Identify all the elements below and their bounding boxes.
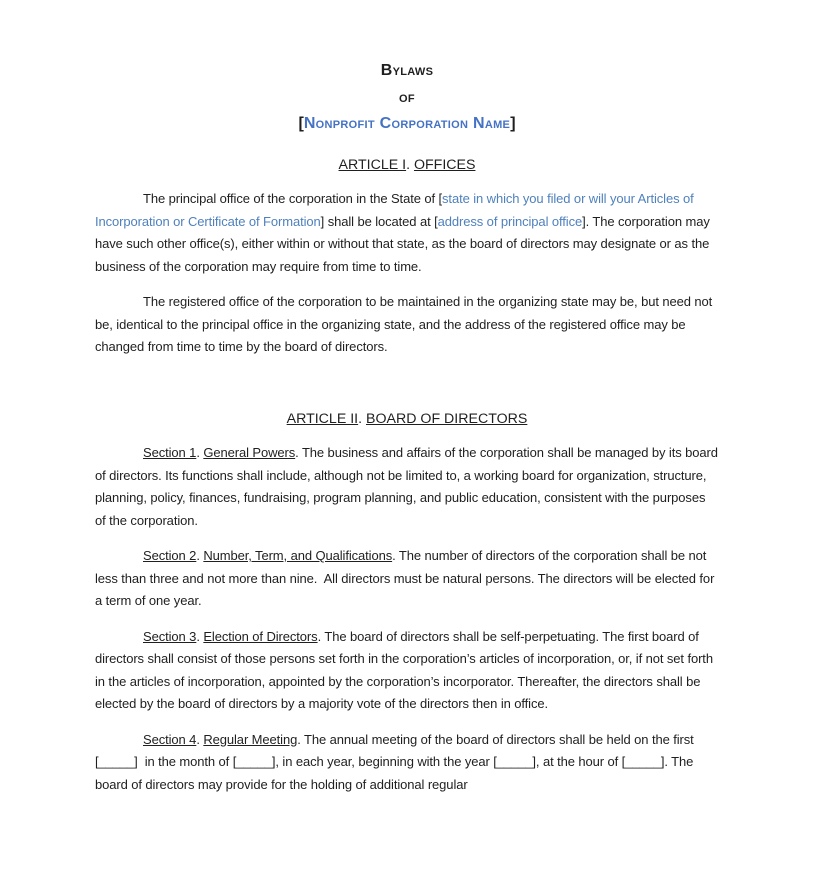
text-run: . The board of directors shall be self-perpetuating. The first board of directors shall consist of those persons set forth in the corporation’s articles of incorporation, or, if not set forth in the articles of incorporation, appointed by the corporation’s incorporator. Thereafter, the directors shall be elected by the board of directors by a majority vote of the directors then in office. bbox=[95, 628, 717, 711]
article-1-separator: . bbox=[406, 156, 414, 173]
title-of-text: of bbox=[399, 88, 415, 106]
text-run: Election of Directors bbox=[203, 628, 318, 644]
placeholder-text-run: state in which you filed or will your Articles of Incorporation or Certificate of Formation bbox=[95, 191, 698, 229]
text-run: Regular Meeting bbox=[203, 731, 298, 747]
article-1-heading bbox=[95, 154, 719, 177]
text-run: Section 2 bbox=[143, 548, 197, 563]
text-run: . bbox=[196, 445, 204, 460]
document-title bbox=[95, 58, 719, 138]
title-line-corporation-name bbox=[95, 111, 719, 138]
text-run: Number, Term, and Qualifications bbox=[203, 548, 393, 563]
article-2-heading bbox=[95, 408, 719, 431]
text-run: General Powers bbox=[203, 445, 296, 460]
section-3-paragraph bbox=[95, 626, 719, 716]
text-run: ] shall be located at [ bbox=[320, 213, 438, 229]
paragraph-principal-office bbox=[95, 188, 719, 278]
text-run: The principal office of the corporation in the State of [ bbox=[143, 191, 443, 206]
text-run: ]. The corporation may have such other office(s), either within or without that state, as the board of directors may designate or as the business of the corporation may require from time to time. bbox=[95, 213, 714, 274]
title-open-bracket: [ bbox=[298, 115, 304, 132]
text-run: Section 1 bbox=[143, 445, 197, 460]
placeholder-text-run: address of principal office bbox=[437, 213, 583, 229]
section-1-paragraph bbox=[95, 442, 722, 532]
title-close-bracket: ] bbox=[510, 115, 516, 132]
title-line-bylaws bbox=[95, 58, 719, 85]
text-run: . The annual meeting of the board of directors shall be held on the first [_____] in the month of [_____], in each year, beginning with the year [_____], at the hour of [_____]. The board of directors may provide for the holding of additional regular bbox=[95, 731, 698, 792]
text-run: . The number of directors of the corporation shall be not less than three and not more than nine. All directors must be natural persons. The directors will be elected for a term of one year. bbox=[95, 548, 718, 608]
section-4-paragraph bbox=[95, 729, 719, 797]
article-2-name: BOARD OF DIRECTORS bbox=[366, 410, 528, 427]
text-run: . The business and affairs of the corporation shall be managed by its board of directors. Its functions shall include, although not be limited to, a working board for organization, structure, planning, policy, finances, fundraising, program planning, and public education, consistent with the purposes of the corporation. bbox=[95, 445, 722, 528]
text-run: . bbox=[196, 731, 204, 747]
blank-line bbox=[95, 372, 719, 408]
title-bylaws-text: Bylaws bbox=[380, 62, 434, 79]
text-run: Section 3 bbox=[143, 628, 197, 644]
section-2-paragraph bbox=[95, 545, 719, 613]
article-1-name: OFFICES bbox=[413, 156, 476, 173]
nonprofit-name-placeholder: Nonprofit Corporation Name bbox=[303, 115, 511, 132]
text-run: The registered office of the corporation to be maintained in the organizing state may be, but need not be, identical to the principal office in the organizing state, and the address of the registered office may be changed from time to time by the board of directors. bbox=[95, 294, 716, 354]
article-1-number: ARTICLE I bbox=[338, 156, 407, 173]
paragraph-registered-office bbox=[95, 291, 719, 359]
article-2-number: ARTICLE II bbox=[286, 410, 359, 427]
text-run: . bbox=[196, 548, 204, 563]
text-run: Section 4 bbox=[143, 731, 197, 747]
text-run: . bbox=[196, 628, 204, 644]
article-2-separator: . bbox=[358, 410, 367, 427]
title-line-of bbox=[95, 85, 719, 112]
